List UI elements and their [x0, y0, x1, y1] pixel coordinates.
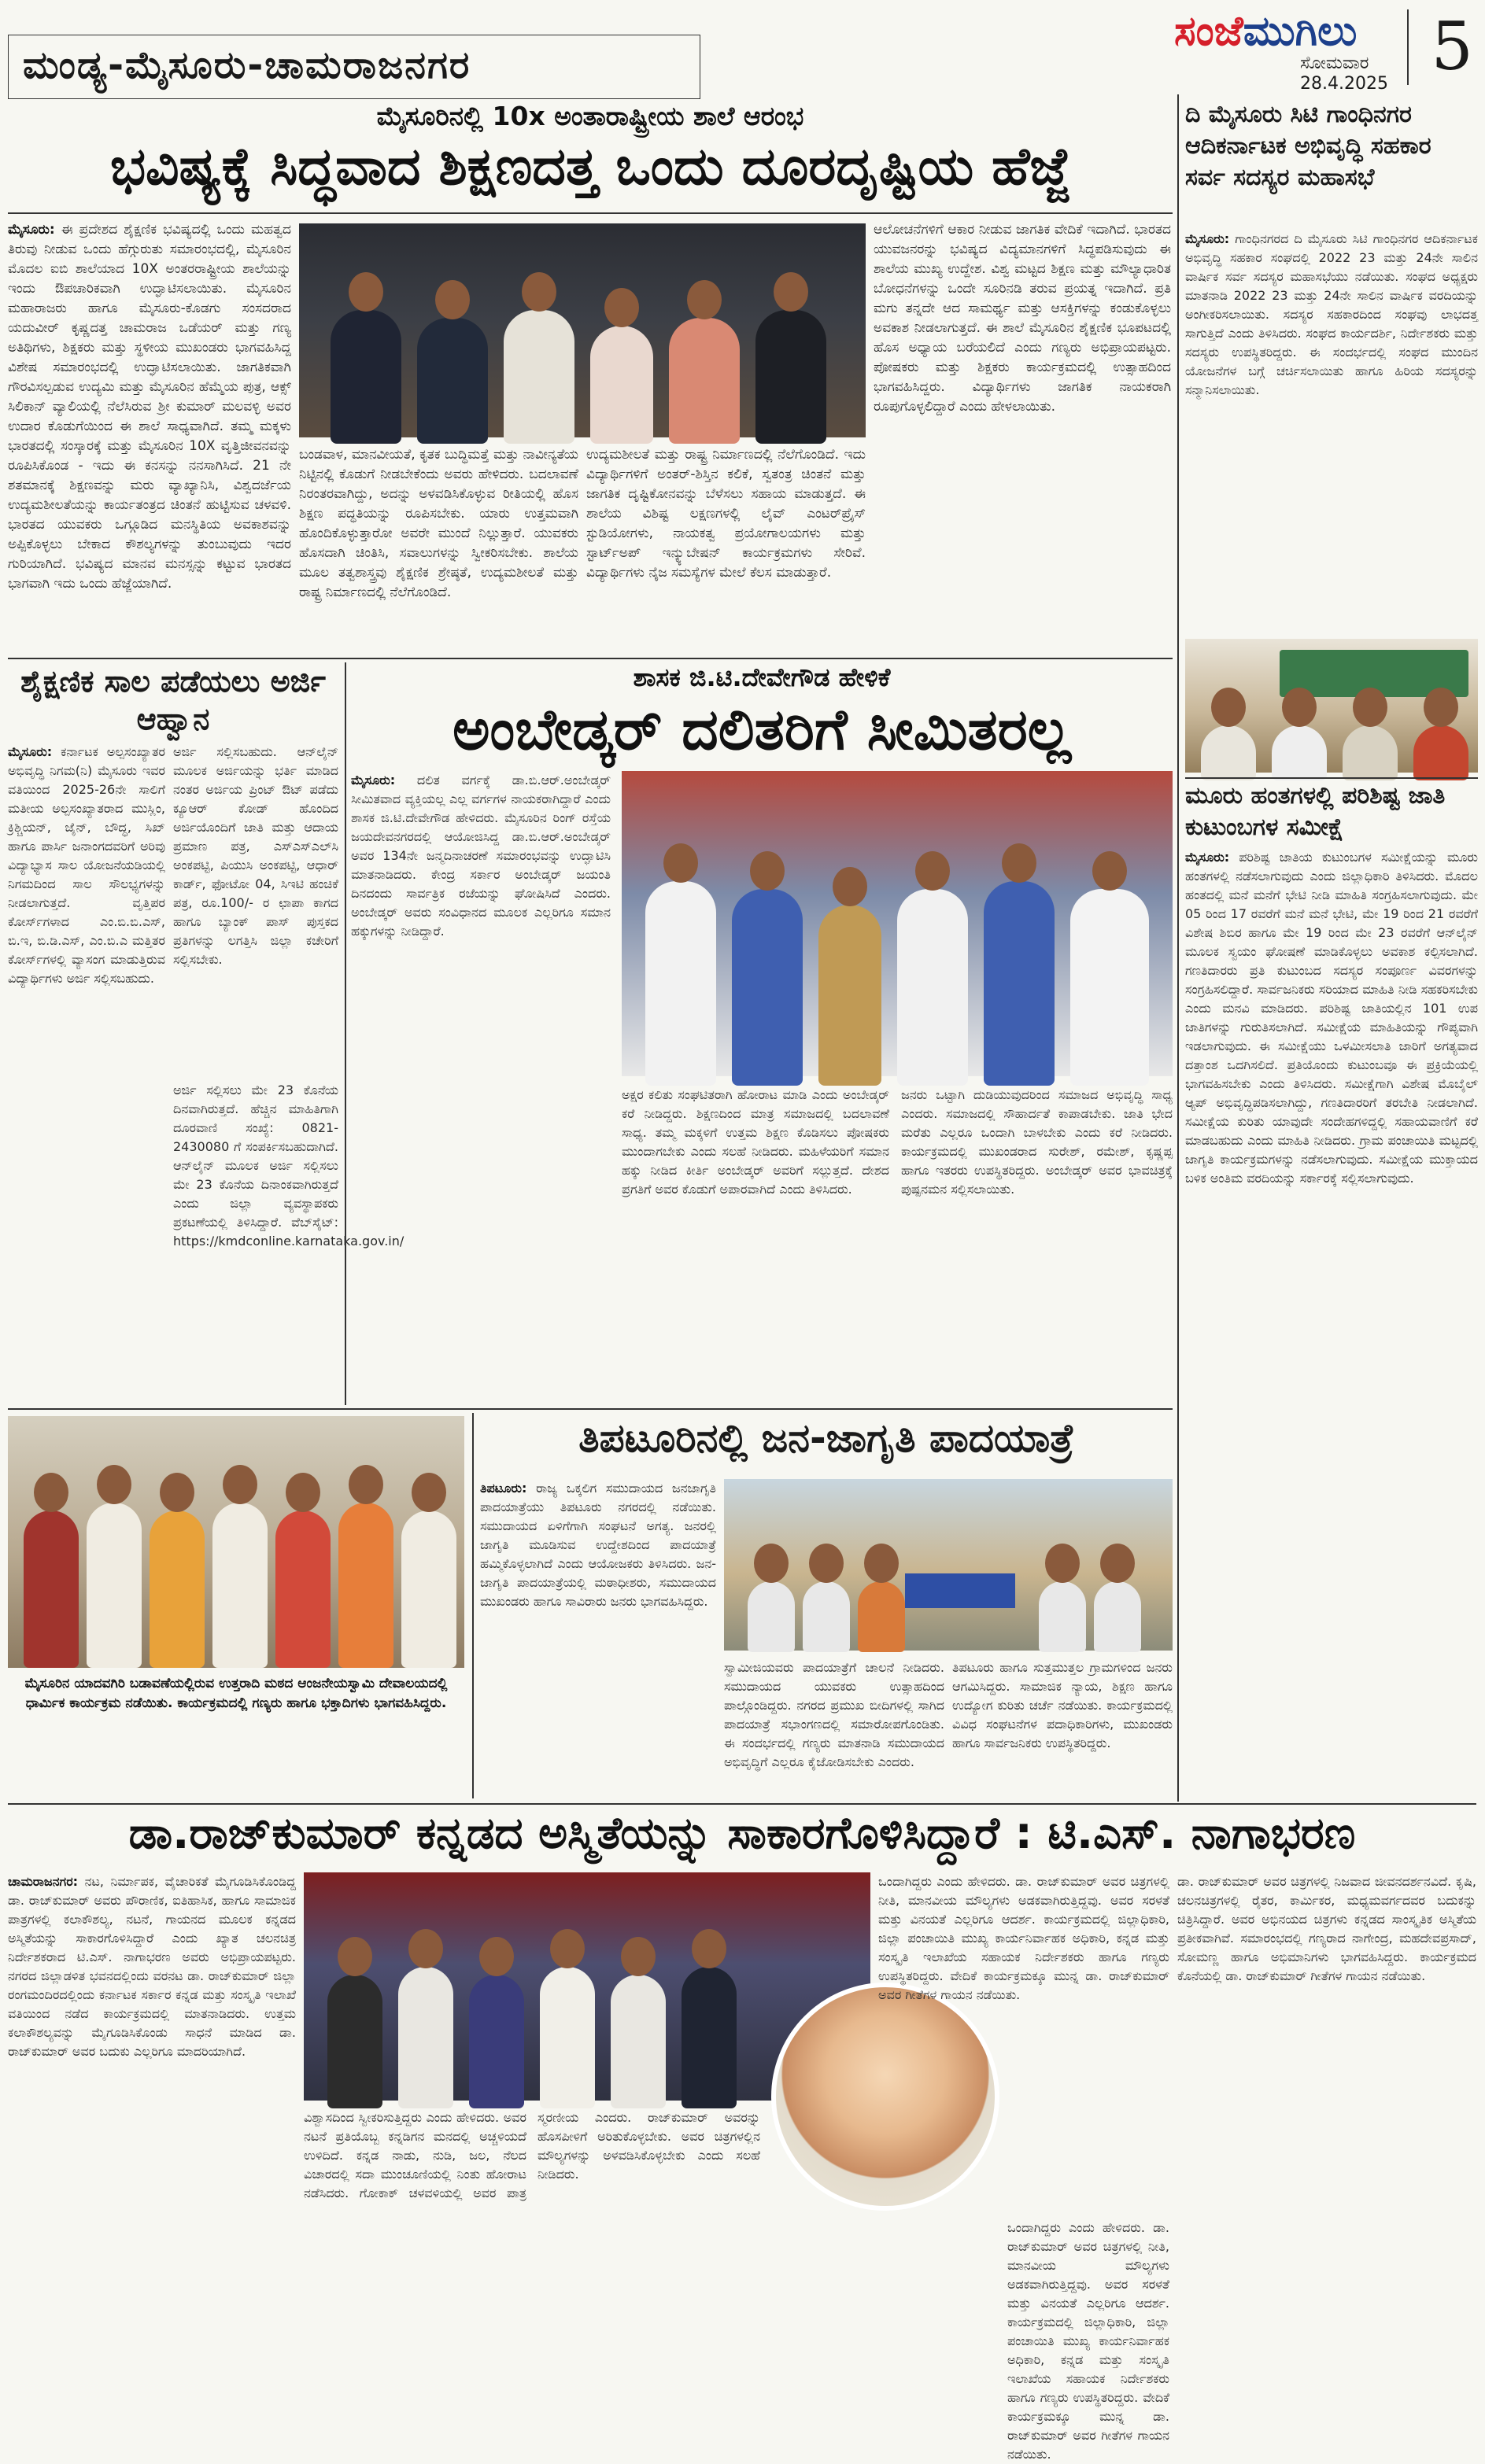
side-story1-headline: ದಿ ಮೈಸೂರು ಸಿಟಿ ಗಾಂಧಿನಗರ ಆದಿಕರ್ನಾಟಕ ಅಭಿವೃದ್ಧಿ ಸಹಕಾರ ಸರ್ವ ಸದಸ್ಯರ ಮಹಾಸಭೆ: [1185, 101, 1431, 191]
side-story2-headline: ಮೂರು ಹಂತಗಳಲ್ಲಿ ಪರಿಶಿಷ್ಟ ಜಾತಿ ಕುಟುಂಬಗಳ ಸಮೀಕ್ಷೆ: [1185, 782, 1446, 841]
photo-person: [87, 1503, 142, 1668]
photo-person: [24, 1510, 79, 1668]
brand-right: ಮುಗಿಲು: [1243, 8, 1358, 55]
loan-column-2: ಅರ್ಜಿ ಸಲ್ಲಿಸಬಹುದು. ಆನ್‌ಲೈನ್ ಮೂಲಕ ಅರ್ಜಿಯನ್ನು ಭರ್ತಿ ಮಾಡಿದ ನಂತರ ಅರ್ಜಿಯ ಪ್ರಿಂಟ್ ಔಟ್ ಪಡೆದು ಕ್ಯೂಆರ್ ಕೋಡ್ ಹೊಂದಿದ ಅರ್ಜಿಯೊಂದಿಗೆ ಜಾತಿ ಮತ್ತು ಆದಾಯ ಪ್ರಮಾಣ ಪತ್ರ, ಎಸ್ಎಸ್ಎಲ್‌ಸಿ ಅಂಕಪಟ್ಟಿ, ಪಿಯುಸಿ ಅಂಕಪಟ್ಟಿ, ಆಧಾರ್ ಕಾರ್ಡ್, ಫೋಟೋ 04, ಸಿಇಟಿ ಹಂಚಿಕೆ ಪತ್ರ, ರೂ.100/- ರ ಛಾಪಾ ಕಾಗದ ಹಾಗೂ ಬ್ಯಾಂಕ್ ಪಾಸ್ ಪುಸ್ತಕದ ಪ್ರತಿಗಳನ್ನು ಲಗತ್ತಿಸಿ ಜಿಲ್ಲಾ ಕಚೇರಿಗೆ ಸಲ್ಲಿಸಬೇಕು.: [173, 744, 338, 967]
photo-person: [755, 310, 826, 444]
side-story2-body: [1185, 848, 1478, 1328]
photo-person: [682, 1967, 737, 2108]
side-story1-text: ಗಾಂಧಿನಗರದ ದಿ ಮೈಸೂರು ಸಿಟಿ ಗಾಂಧಿನಗರ ಆದಿಕರ್ನಾಟಕ ಅಭಿವೃದ್ಧಿ ಸಹಕಾರ ಸಂಘದಲ್ಲಿ 2022 23 ಮತ್ತು 24ನೇ ಸಾಲಿನ ವಾರ್ಷಿಕ ಸರ್ವ ಸದಸ್ಯರ ಮಹಾಸಭೆಯು ನಡೆಯಿತು. ಸಂಘದ ಅಧ್ಯಕ್ಷರು ಮಾತನಾಡಿ 2022 23 ಮತ್ತು 24ನೇ ಸಾಲಿನ ವಾರ್ಷಿಕ ವರದಿಯನ್ನು ಅಂಗೀಕರಿಸಲಾಯಿತು. ಸದಸ್ಯರ ಸಹಕಾರದಿಂದ ಸಂಘವು ಲಾಭದತ್ತ ಸಾಗುತ್ತಿದೆ ಎಂದು ತಿಳಿಸಿದರು. ಸಂಘದ ಕಾರ್ಯದರ್ಶಿ, ನಿರ್ದೇಶಕರು ಮತ್ತು ಸದಸ್ಯರು ಉಪಸ್ಥಿತರಿದ್ದರು. ಈ ಸಂದರ್ಭದಲ್ಲಿ ಸಂಘದ ಮುಂದಿನ ಯೋಜನೆಗಳ ಬಗ್ಗೆ ಚರ್ಚಿಸಲಾಯಿತು ಹಾಗೂ ಹಿರಿಯ ಸದಸ್ಯರನ್ನು ಸನ್ಮಾನಿಸಲಾಯಿತು.: [1185, 231, 1478, 397]
tiptur-column-1: [480, 1479, 716, 1794]
bottom-rule: [8, 1803, 1476, 1805]
tiptur-column-2: ಸ್ವಾಮೀಜಿಯವರು ಪಾದಯಾತ್ರೆಗೆ ಚಾಲನೆ ನೀಡಿದರು. ಸಮುದಾಯದ ಯುವಕರು ಉತ್ಸಾಹದಿಂದ ಪಾಲ್ಗೊಂಡಿದ್ದರು. ನಗರದ ಪ್ರಮುಖ ಬೀದಿಗಳಲ್ಲಿ ಸಾಗಿದ ಪಾದಯಾತ್ರೆ ಸಭಾಂಗಣದಲ್ಲಿ ಸಮಾರೋಪಗೊಂಡಿತು. ಈ ಸಂದರ್ಭದಲ್ಲಿ ಗಣ್ಯರು ಮಾತನಾಡಿ ಸಮುದಾಯದ ಅಭಿವೃದ್ಧಿಗೆ ಎಲ್ಲರೂ ಕೈಜೋಡಿಸಬೇಕು ಎಂದರು.: [724, 1660, 944, 1769]
photo-person: [818, 905, 881, 1086]
right-column-divider: [1177, 94, 1179, 1337]
side-story1-dateline: ಮೈಸೂರು:: [1185, 231, 1230, 246]
ambedkar-photo: [622, 771, 1173, 1076]
ambedkar-column-3: ಜನರು ಒಟ್ಟಾಗಿ ದುಡಿಯುವುದರಿಂದ ಸಮಾಜದ ಅಭಿವೃದ್ಧಿ ಸಾಧ್ಯ ಎಂದರು. ಸಮಾಜದಲ್ಲಿ ಸೌಹಾರ್ದತೆ ಕಾಪಾಡಬೇಕು. ಜಾತಿ ಭೇದ ಮರೆತು ಎಲ್ಲರೂ ಒಂದಾಗಿ ಬಾಳಬೇಕು ಎಂದು ಕರೆ ನೀಡಿದರು. ಕಾರ್ಯಕ್ರಮದಲ್ಲಿ ಮುಖಂಡರಾದ ಸುರೇಶ್, ರಮೇಶ್, ಕೃಷ್ಣಪ್ಪ ಹಾಗೂ ಇತರರು ಉಪಸ್ಥಿತರಿದ್ದರು. ಅಂಬೇಡ್ಕರ್ ಅವರ ಭಾವಚಿತ್ರಕ್ಕೆ ಪುಷ್ಪನಮನ ಸಲ್ಲಿಸಲಾಯಿತು.: [901, 1087, 1173, 1197]
section-title: ಮಂಡ್ಯ-ಮೈಸೂರು-ಚಾಮರಾಜನಗರ: [8, 35, 700, 99]
raj-col1-text: ನಟ, ನಿರ್ಮಾಪಕ, ವೈಚಾರಿಕತೆ ಮೈಗೂಡಿಸಿಕೊಂಡಿದ್ದ ಡಾ. ರಾಜ್‌ಕುಮಾರ್ ಅವರು ಪೌರಾಣಿಕ, ಐತಿಹಾಸಿಕ, ಹಾಗೂ ಸಾಮಾಜಿಕ ಪಾತ್ರಗಳಲ್ಲಿ ಕಲಾಕೌಶಲ್ಯ, ನಟನೆ, ಗಾಯನದ ಮೂಲಕ ಕನ್ನಡದ ಅಸ್ಮಿತೆಯನ್ನು ಸಾಕಾರಗೊಳಿಸಿದ್ದಾರೆ ಎಂದು ಖ್ಯಾತ ಚಲನಚಿತ್ರ ನಿರ್ದೇಶಕರಾದ ಟಿ.ಎಸ್. ನಾಗಾಭರಣ ಅವರು ಅಭಿಪ್ರಾಯಪಟ್ಟರು. ನಗರದ ಜಿಲ್ಲಾಡಳಿತ ಭವನದಲ್ಲಿಂದು ವರನಟ ಡಾ. ರಾಜ್‌ಕುಮಾರ್ ಜಿಲ್ಲಾ ರಂಗಮಂದಿರದಲ್ಲಿಂದು ಕರ್ನಾಟಕ ಸರ್ಕಾರ ಕನ್ನಡ ಮತ್ತು ಸಂಸ್ಕೃತಿ ಇಲಾಖೆ ವತಿಯಿಂದ ನಡೆದ ಕಾರ್ಯಕ್ರಮದಲ್ಲಿ ಮಾತನಾಡಿದರು. ಉತ್ತಮ ಕಲಾಕೌಶಲ್ಯವನ್ನು ಮೈಗೂಡಿಸಿಕೊಂಡು ಸಾಧನೆ ಮಾಡಿದ ಡಾ. ರಾಜ್‌ಕುಮಾರ್ ಅವರ ಬದುಕು ಎಲ್ಲರಿಗೂ ಮಾದರಿಯಾಗಿದೆ.: [8, 1874, 296, 2059]
ambedkar-col1-text: ದಲಿತ ವರ್ಗಕ್ಕೆ ಡಾ.ಬಿ.ಆರ್.ಅಂಬೇಡ್ಕರ್ ಸೀಮಿತವಾದ ವ್ಯಕ್ತಿಯಲ್ಲ ಎಲ್ಲ ವರ್ಗಗಳ ನಾಯಕರಾಗಿದ್ದಾರೆ ಎಂದು ಶಾಸಕ ಜಿ.ಟಿ.ದೇವೇಗೌಡ ಹೇಳಿದರು. ಮೈಸೂರಿನ ರಿಂಗ್ ರಸ್ತೆಯ ಜಯದೇವನಗರದಲ್ಲಿ ಆಯೋಜಿಸಿದ್ದ ಡಾ.ಬಿ.ಆರ್.ಅಂಬೇಡ್ಕರ್ ಅವರ 134ನೇ ಜನ್ಮದಿನಾಚರಣೆ ಸಮಾರಂಭವನ್ನು ಉದ್ಘಾಟಿಸಿ ಮಾತನಾಡಿದರು. ಕೇಂದ್ರ ಸರ್ಕಾರ ಅಂಬೇಡ್ಕರ್ ಜಯಂತಿ ದಿನದಂದು ಸಾರ್ವತ್ರಿಕ ರಜೆಯನ್ನು ಘೋಷಿಸಿದೆ ಎಂದರು. ಅಂಬೇಡ್ಕರ್ ಅವರು ಸಂವಿಧಾನದ ಮೂಲಕ ಎಲ್ಲರಿಗೂ ಸಮಾನ ಹಕ್ಕುಗಳನ್ನು ನೀಡಿದ್ದಾರೆ.: [351, 773, 611, 939]
photo-person: [1070, 889, 1149, 1086]
photo-person: [331, 310, 401, 444]
photo-person: [212, 1503, 268, 1668]
right-column-divider-2: [1177, 1337, 1179, 1802]
photo-person: [504, 310, 574, 444]
photo-person: [469, 1975, 524, 2108]
photo-person: [417, 318, 488, 444]
raj-column-3: ಒಂದಾಗಿದ್ದರು ಎಂದು ಹೇಳಿದರು. ಡಾ. ರಾಜ್‌ಕುಮಾರ್ ಅವರ ಚಿತ್ರಗಳಲ್ಲಿ ನೀತಿ, ಮಾನವೀಯ ಮೌಲ್ಯಗಳು ಅಡಕವಾಗಿರುತ್ತಿದ್ದವು. ಅವರ ಸರಳತೆ ಮತ್ತು ವಿನಯತೆ ಎಲ್ಲರಿಗೂ ಆದರ್ಶ. ಕಾರ್ಯಕ್ರಮದಲ್ಲಿ ಜಿಲ್ಲಾಧಿಕಾರಿ, ಜಿಲ್ಲಾ ಪಂಚಾಯಿತಿ ಮುಖ್ಯ ಕಾರ್ಯನಿರ್ವಾಹಕ ಅಧಿಕಾರಿ, ಕನ್ನಡ ಮತ್ತು ಸಂಸ್ಕೃತಿ ಇಲಾಖೆಯ ಸಹಾಯಕ ನಿರ್ದೇಶಕರು ಹಾಗೂ ಗಣ್ಯರು ಉಪಸ್ಥಿತರಿದ್ದರು. ವೇದಿಕೆ ಕಾರ್ಯಕ್ರಮಕ್ಕೂ ಮುನ್ನ ಡಾ. ರಾಜ್‌ಕುಮಾರ್ ಅವರ ಗೀತೆಗಳ ಗಾಯನ ನಡೆಯಿತು.: [878, 1874, 1169, 2002]
raj-column-4: ಡಾ. ರಾಜ್‌ಕುಮಾರ್ ಅವರ ಚಿತ್ರಗಳಲ್ಲಿ ನಿಜವಾದ ಜೀವನದರ್ಶನವಿದೆ. ಕೃಷಿ, ಚಲನಚಿತ್ರಗಳಲ್ಲಿ ರೈತರ, ಕಾರ್ಮಿಕರ, ಮಧ್ಯಮವರ್ಗದವರ ಬದುಕನ್ನು ಚಿತ್ರಿಸಿದ್ದಾರೆ. ಅವರ ಅಭಿನಯದ ಚಿತ್ರಗಳು ಕನ್ನಡದ ಸಾಂಸ್ಕೃತಿಕ ಅಸ್ಮಿತೆಯ ಪ್ರತೀಕವಾಗಿವೆ. ಸಮಾರಂಭದಲ್ಲಿ ಗಣ್ಯರಾದ ನಾಗೇಂದ್ರ, ಮಹದೇವಪ್ರಸಾದ್, ಸೋಮಣ್ಣ ಹಾಗೂ ಅಭಿಮಾನಿಗಳು ಭಾಗವಹಿಸಿದ್ದರು. ಕಾರ್ಯಕ್ರಮದ ಕೊನೆಯಲ್ಲಿ ಡಾ. ರಾಜ್‌ಕುಮಾರ್ ಗೀತೆಗಳ ಗಾಯನ ನಡೆಯಿತು.: [1177, 1874, 1476, 1983]
story1-dateline: ಮೈಸೂರು:: [8, 222, 55, 238]
tiptur-dateline: ತಿಪಟೂರು:: [480, 1481, 527, 1496]
story1-column-2: ಬಂಡವಾಳ, ಮಾನವೀಯತೆ, ಕೃತಕ ಬುದ್ಧಿಮತ್ತೆ ಮತ್ತು ನಾವೀನ್ಯತೆಯ ನಿಟ್ಟಿನಲ್ಲಿ ಕೊಡುಗೆ ನೀಡಬೇಕೆಂದು ಅವರು ಹೇಳಿದರು. ಬದಲಾವಣೆ ನಿರಂತರವಾಗಿದ್ದು, ಅದನ್ನು ಅಳವಡಿಸಿಕೊಳ್ಳುವ ರೀತಿಯಲ್ಲಿ ಹೊಸ ಶಿಕ್ಷಣ ಪದ್ಧತಿಯನ್ನು ರೂಪಿಸಬೇಕು. ಯಾರು ಉತ್ತಮವಾಗಿ ಹೊಂದಿಕೊಳ್ಳುತ್ತಾರೋ ಅವರೇ ಮುಂದೆ ನಿಲ್ಲುತ್ತಾರೆ. ಯುವಕರು ಹೊಸದಾಗಿ ಚಿಂತಿಸಿ, ಸವಾಲುಗಳನ್ನು ಸ್ವೀಕರಿಸಬೇಕು. ಶಾಲೆಯ ಮೂಲ ತತ್ವಶಾಸ್ತ್ರವು ಶೈಕ್ಷಣಿಕ ಶ್ರೇಷ್ಠತೆ, ಉದ್ಯಮಶೀಲತೆ ಮತ್ತು ರಾಷ್ಟ್ರ ನಿರ್ಮಾಣದಲ್ಲಿ ನೆಲೆಗೊಂಡಿದೆ.: [299, 447, 578, 600]
issue-date: 28.4.2025: [1300, 74, 1388, 94]
loan-col1-text: ಕರ್ನಾಟಕ ಅಲ್ಪಸಂಖ್ಯಾತರ ಅಭಿವೃದ್ಧಿ ನಿಗಮ(ನಿ) ಮೈಸೂರು ಇವರ ವತಿಯಿಂದ 2025-26ನೇ ಸಾಲಿಗೆ ಮತೀಯ ಅಲ್ಪಸಂಖ್ಯಾತರಾದ ಮುಸ್ಲಿಂ, ಕ್ರಿಶ್ಚಿಯನ್, ಜೈನ್, ಬೌದ್ಧ, ಸಿಖ್ ಹಾಗೂ ಪಾರ್ಸಿ ಜನಾಂಗದವರಿಗೆ ಅರಿವು ವಿದ್ಯಾಭ್ಯಾಸ ಸಾಲ ಯೋಜನೆಯಡಿಯಲ್ಲಿ ನಿಗಮದಿಂದ ಸಾಲ ಸೌಲಭ್ಯಗಳನ್ನು ನೀಡಲಾಗುತ್ತದೆ. ವೃತ್ತಿಪರ ಕೋರ್ಸ್‌ಗಳಾದ ಎಂ.ಬಿ.ಬಿ.ಎಸ್, ಬಿ.ಇ, ಬಿ.ಡಿ.ಎಸ್, ಎಂ.ಬಿ.ಎ ಮತ್ತಿತರ ಕೋರ್ಸ್‌ಗಳಲ್ಲಿ ವ್ಯಾಸಂಗ ಮಾಡುತ್ತಿರುವ ವಿದ್ಯಾರ್ಥಿಗಳು ಅರ್ಜಿ ಸಲ್ಲಿಸಬಹುದು.: [8, 744, 165, 986]
page-number: 5: [1431, 8, 1473, 85]
tiptur-col1-text: ರಾಜ್ಯ ಒಕ್ಕಲಿಗ ಸಮುದಾಯದ ಜನಜಾಗೃತಿ ಪಾದಯಾತ್ರೆಯು ತಿಪಟೂರು ನಗರದಲ್ಲಿ ನಡೆಯಿತು. ಸಮುದಾಯದ ಏಳಿಗೆಗಾಗಿ ಸಂಘಟನೆ ಅಗತ್ಯ. ಜನರಲ್ಲಿ ಜಾಗೃತಿ ಮೂಡಿಸುವ ಉದ್ದೇಶದಿಂದ ಪಾದಯಾತ್ರೆ ಹಮ್ಮಿಕೊಳ್ಳಲಾಗಿದೆ ಎಂದು ಆಯೋಜಕರು ತಿಳಿಸಿದರು. ಜನ-ಜಾಗೃತಿ ಪಾದಯಾತ್ರೆಯಲ್ಲಿ ಮಠಾಧೀಶರು, ಸಮುದಾಯದ ಮುಖಂಡರು ಹಾಗೂ ಸಾವಿರಾರು ಜನರು ಭಾಗವಹಿಸಿದ್ದರು.: [480, 1481, 716, 1609]
photo-person: [327, 1975, 382, 2108]
side-rule: [1185, 777, 1478, 779]
story1-headline: ಭವಿಷ್ಯಕ್ಕೆ ಸಿದ್ಧವಾದ ಶಿಕ್ಷಣದತ್ತ ಒಂದು ದೂರದೃಷ್ಟಿಯ ಹೆಜ್ಜೆ: [109, 136, 1071, 197]
tiptur-photo: [724, 1479, 1173, 1651]
loan-headline: ಶೈಕ್ಷಣಿಕ ಸಾಲ ಪಡೆಯಲು ಅರ್ಜಿ ಆಹ್ವಾನ: [20, 664, 326, 736]
loan-dateline: ಮೈಸೂರು:: [8, 744, 53, 759]
raj-column-3b: ಒಂದಾಗಿದ್ದರು ಎಂದು ಹೇಳಿದರು. ಡಾ. ರಾಜ್‌ಕುಮಾರ್ ಅವರ ಚಿತ್ರಗಳಲ್ಲಿ ನೀತಿ, ಮಾನವೀಯ ಮೌಲ್ಯಗಳು ಅಡಕವಾಗಿರುತ್ತಿದ್ದವು. ಅವರ ಸರಳತೆ ಮತ್ತು ವಿನಯತೆ ಎಲ್ಲರಿಗೂ ಆದರ್ಶ. ಕಾರ್ಯಕ್ರಮದಲ್ಲಿ ಜಿಲ್ಲಾಧಿಕಾರಿ, ಜಿಲ್ಲಾ ಪಂಚಾಯಿತಿ ಮುಖ್ಯ ಕಾರ್ಯನಿರ್ವಾಹಕ ಅಧಿಕಾರಿ, ಕನ್ನಡ ಮತ್ತು ಸಂಸ್ಕೃತಿ ಇಲಾಖೆಯ ಸಹಾಯಕ ನಿರ್ದೇಶಕರು ಹಾಗೂ ಗಣ್ಯರು ಉಪಸ್ಥಿತರಿದ್ದರು. ವೇದಿಕೆ ಕಾರ್ಯಕ್ರಮಕ್ಕೂ ಮುನ್ನ ಡಾ. ರಾಜ್‌ಕುಮಾರ್ ಅವರ ಗೀತೆಗಳ ಗಾಯನ ನಡೆಯಿತು.: [1007, 2220, 1169, 2462]
loan-column-1: [8, 743, 165, 1404]
loan-divider: [345, 662, 346, 1405]
raj-column-1: [8, 1872, 296, 2337]
story1-rule: [8, 212, 1173, 214]
masthead: [1174, 8, 1473, 94]
raj-headline: ಡಾ.ರಾಜ್‌ಕುಮಾರ್ ಕನ್ನಡದ ಅಸ್ಮಿತೆಯನ್ನು ಸಾಕಾರಗೊಳಿಸಿದ್ದಾರೆ : ಟಿ.ಎಸ್. ನಾಗಾಭರಣ: [128, 1808, 1356, 1859]
photo-person: [984, 881, 1055, 1086]
masthead-divider: [1407, 9, 1409, 85]
story1-column-1: [8, 220, 291, 651]
photo-person: [1039, 1581, 1086, 1652]
photo-person: [748, 1581, 795, 1652]
raj-dateline: ಚಾಮರಾಜನಗರ:: [8, 1874, 79, 1889]
side-story1-body: [1185, 230, 1478, 631]
photo-person: [401, 1510, 456, 1668]
temple-caption: ಮೈಸೂರಿನ ಯಾದವಗಿರಿ ಬಡಾವಣೆಯಲ್ಲಿರುವ ಉತ್ತರಾದಿ ಮಠದ ಆಂಜನೇಯಸ್ವಾಮಿ ದೇವಾಲಯದಲ್ಲಿ ಧಾರ್ಮಿಕ ಕಾರ್ಯಕ್ರಮ ನಡೆಯಿತು. ಕಾರ್ಯಕ್ರಮದಲ್ಲಿ ಗಣ್ಯರು ಹಾಗೂ ಭಕ್ತಾದಿಗಳು ಭಾಗವಹಿಸಿದ್ದರು.: [24, 1676, 448, 1711]
photo-person: [611, 1975, 666, 2108]
lower-rule: [8, 1408, 1173, 1410]
photo-person: [732, 889, 803, 1086]
brand-left: ಸಂಜೆ: [1174, 8, 1243, 55]
photo-person: [590, 326, 653, 444]
story1-photo: [299, 223, 866, 437]
mid-rule: [8, 658, 1173, 659]
story1-column-3: ಉದ್ಯಮಶೀಲತೆ ಮತ್ತು ರಾಷ್ಟ್ರ ನಿರ್ಮಾಣದಲ್ಲಿ ನೆಲೆಗೊಂಡಿದೆ. ಇದು ವಿದ್ಯಾರ್ಥಿಗಳಿಗೆ ಅಂತರ್-ಶಿಸ್ತಿನ ಕಲಿಕೆ, ಸ್ವತಂತ್ರ ಚಿಂತನೆ ಮತ್ತು ಜಾಗತಿಕ ದೃಷ್ಟಿಕೋನವನ್ನು ಬೆಳೆಸಲು ಸಹಾಯ ಮಾಡುತ್ತದೆ. ಈ ಶಾಲೆಯ ವಿಶಿಷ್ಟ ಲಕ್ಷಣಗಳಲ್ಲಿ ಲೈವ್ ಎಂಟರ್‌ಪ್ರೈಸ್‌ ಸ್ಟುಡಿಯೋಗಳು, ನಾಯಕತ್ವ ಪ್ರಯೋಗಾಲಯಗಳು ಮತ್ತು ಸ್ಟಾರ್ಟ್‌ಅಪ್‌ ಇನ್ಕ್ಯುಬೇಷನ್‌ ಕಾರ್ಯಕ್ರಮಗಳು ಸೇರಿವೆ. ವಿದ್ಯಾರ್ಥಿಗಳು ನೈಜ ಸಮಸ್ಯೆಗಳ ಮೇಲೆ ಕೆಲಸ ಮಾಡುತ್ತಾರೆ.: [586, 447, 866, 581]
photo-person: [1343, 725, 1398, 780]
story1-col1-text: ಈ ಪ್ರದೇಶದ ಶೈಕ್ಷಣಿಕ ಭವಿಷ್ಯದಲ್ಲಿ ಒಂದು ಮಹತ್ವದ ತಿರುವು ನೀಡುವ ಒಂದು ಹೆಗ್ಗುರುತು ಸಮಾರಂಭದಲ್ಲಿ, ಮೈಸೂರಿನ ಮೊದಲ ಐಬಿ ಶಾಲೆಯಾದ 10X ಅಂತರರಾಷ್ಟ್ರೀಯ ಶಾಲೆಯನ್ನು ಇಂದು ಔಪಚಾರಿಕವಾಗಿ ಉದ್ಘಾಟಿಸಲಾಯಿತು. ಮೈಸೂರಿನ ಮಹಾರಾಜರು ಹಾಗೂ ಮೈಸೂರು-ಕೊಡಗು ಸಂಸದರಾದ ಯದುವೀರ್ ಕೃಷ್ಣದತ್ತ ಚಾಮರಾಜ ಒಡೆಯರ್ ಮತ್ತು ಗಣ್ಯ ಅತಿಥಿಗಳು, ಶಿಕ್ಷಕರು ಮತ್ತು ಸ್ಥಳೀಯ ಮುಖಂಡರು ಭಾಗವಹಿಸಿದ್ದ ವಿಶೇಷ ಸಮಾರಂಭದಲ್ಲಿ ಉದ್ಘಾಟಿಸಲಾಯಿತು. ಜಾಗತಿಕವಾಗಿ ಗೌರವಿಸಲ್ಪಡುವ ಉದ್ಯಮಿ ಮತ್ತು ಮೈಸೂರಿನ ಹೆಮ್ಮೆಯ ಪುತ್ರ, ಆಕ್ಸ್ ಸಿಲಿಕಾನ್ ವ್ಯಾಲಿಯಲ್ಲಿ ನೆಲೆಸಿರುವ ಶ್ರೀ ಕುಮಾರ್ ಮಲವಳ್ಳಿ ಅವರ ಉದಾರ ಕೊಡುಗೆಯಿಂದ ಈ ಶಾಲೆ ಸಾಧ್ಯವಾಗಿದೆ. ತಮ್ಮ ಮಕ್ಕಳು ಭಾರತದಲ್ಲಿ ಸಂಸ್ಕಾರಕ್ಕೆ ಮತ್ತು ಮೈಸೂರಿನ 10X ವೃತ್ತಿಜೀವನವನ್ನು ರೂಪಿಸಿಕೊಂಡ - ಇದು ಈ ಕನಸನ್ನು ನನಸಾಗಿಸಿದೆ. 21 ನೇ ಶತಮಾನಕ್ಕೆ ಶಿಕ್ಷಣವನ್ನು ಮರು ವ್ಯಾಖ್ಯಾನಿಸಿ, ವಿಶ್ವದರ್ಜೆಯ ಉದ್ಯಮಶೀಲತೆಯನ್ನು ಕಾರ್ಯತಂತ್ರದ ಚಿಂತನೆ ಹುಟ್ಟಿಸುವ ಚಳವಳಿ. ಭಾರತದ ಯುವಕರು ಒಗ್ಗೂಡಿದ ಮನಸ್ಥಿತಿಯ ಅವಕಾಶವನ್ನು ಅಪ್ಪಿಕೊಳ್ಳಲು ಬೇಕಾದ ಕೌಶಲ್ಯಗಳನ್ನು ತುಂಬುವುದು ಇದರ ಗುರಿಯಾಗಿದೆ. ಭವಿಷ್ಯದ ಮಾನವ ಮನಸ್ಸನ್ನು ಕಟ್ಟುವ ಭಾರತದ ಭಾಗವಾಗಿ ಇದು ಒಂದು ಹೆಜ್ಜೆಯಾಗಿದೆ.: [8, 222, 292, 592]
photo-person: [398, 1967, 453, 2108]
side-story1-photo: [1185, 639, 1478, 773]
side-story2-dateline: ಮೈಸೂರು:: [1185, 850, 1230, 865]
photo-person: [540, 1967, 595, 2108]
story1-kicker: ಮೈಸೂರಿನಲ್ಲಿ 10x ಅಂತಾರಾಷ್ಟ್ರೀಯ ಶಾಲೆ ಆರಂಭ: [376, 101, 804, 131]
ambedkar-column-1: [351, 771, 611, 1404]
tiptur-column-3: ತಿಪಟೂರು ಹಾಗೂ ಸುತ್ತಮುತ್ತಲ ಗ್ರಾಮಗಳಿಂದ ಜನರು ಆಗಮಿಸಿದ್ದರು. ಸಾಮಾಜಿಕ ನ್ಯಾಯ, ಶಿಕ್ಷಣ ಹಾಗೂ ಉದ್ಯೋಗ ಕುರಿತು ಚರ್ಚೆ ನಡೆಯಿತು. ಕಾರ್ಯಕ್ರಮದಲ್ಲಿ ವಿವಿಧ ಸಂಘಟನೆಗಳ ಪದಾಧಿಕಾರಿಗಳು, ಮುಖಂಡರು ಹಾಗೂ ಸಾರ್ವಜನಿಕರು ಉಪಸ್ಥಿತರಿದ್ದರು.: [952, 1660, 1173, 1750]
photo-person: [1094, 1581, 1141, 1652]
temple-photo: [8, 1416, 464, 1668]
raj-column-2: ವಿಶ್ವಾಸದಿಂದ ಸ್ವೀಕರಿಸುತ್ತಿದ್ದರು ಎಂದು ಹೇಳಿದರು. ಅವರ ನಟನೆ ಪ್ರತಿಯೊಬ್ಬ ಕನ್ನಡಿಗನ ಮನದಲ್ಲಿ ಅಚ್ಚಳಿಯದೆ ಉಳಿದಿದೆ. ಕನ್ನಡ ನಾಡು, ನುಡಿ, ಜಲ, ನೆಲದ ವಿಚಾರದಲ್ಲಿ ಸದಾ ಮುಂಚೂಣಿಯಲ್ಲಿ ನಿಂತು ಹೋರಾಟ ನಡೆಸಿದರು. ಗೋಕಾಕ್ ಚಳವಳಿಯಲ್ಲಿ ಅವರ ಪಾತ್ರ ಸ್ಮರಣೀಯ ಎಂದರು. ರಾಜ್‌ಕುಮಾರ್ ಅವರನ್ನು ಹೊಸಪೀಳಿಗೆ ಅರಿತುಕೊಳ್ಳಬೇಕು. ಅವರ ಚಿತ್ರಗಳಲ್ಲಿನ ಮೌಲ್ಯಗಳನ್ನು ಅಳವಡಿಸಿಕೊಳ್ಳಬೇಕು ಎಂದು ಸಲಹೆ ನೀಡಿದರು.: [304, 2110, 760, 2200]
photo-person: [338, 1503, 393, 1668]
brand-logo: [1174, 8, 1357, 56]
side-story2-text: ಪರಿಶಿಷ್ಟ ಜಾತಿಯ ಕುಟುಂಬಗಳ ಸಮೀಕ್ಷೆಯನ್ನು ಮೂರು ಹಂತಗಳಲ್ಲಿ ನಡೆಸಲಾಗುವುದು ಎಂದು ಜಿಲ್ಲಾಧಿಕಾರಿ ತಿಳಿಸಿದರು. ಮೊದಲ ಹಂತದಲ್ಲಿ ಮನೆ ಮನೆಗೆ ಭೇಟಿ ನೀಡಿ ಮಾಹಿತಿ ಸಂಗ್ರಹಿಸಲಾಗುವುದು. ಮೇ 05 ರಿಂದ 17 ರವರೆಗೆ ಮನೆ ಮನೆ ಭೇಟಿ, ಮೇ 19 ರಿಂದ 21 ರವರೆಗೆ ವಿಶೇಷ ಶಿಬಿರ ಹಾಗೂ ಮೇ 19 ರಿಂದ ಮೇ 23 ರವರೆಗೆ ಆನ್‌ಲೈನ್ ಮೂಲಕ ಸ್ವಯಂ ಘೋಷಣೆ ಮಾಡಿಕೊಳ್ಳಲು ಅವಕಾಶ ಕಲ್ಪಿಸಲಾಗಿದೆ. ಗಣತಿದಾರರು ಪ್ರತಿ ಕುಟುಂಬದ ಸದಸ್ಯರ ಸಂಪೂರ್ಣ ವಿವರಗಳನ್ನು ಸಂಗ್ರಹಿಸಲಿದ್ದಾರೆ. ಸಾರ್ವಜನಿಕರು ಸರಿಯಾದ ಮಾಹಿತಿ ನೀಡಿ ಸಹಕರಿಸಬೇಕು ಎಂದು ಮನವಿ ಮಾಡಿದರು. ಪರಿಶಿಷ್ಟ ಜಾತಿಯಲ್ಲಿನ 101 ಉಪ ಜಾತಿಗಳನ್ನು ಗುರುತಿಸಲಾಗಿದೆ. ಸಮೀಕ್ಷೆಯ ಮಾಹಿತಿಯನ್ನು ಗೌಪ್ಯವಾಗಿ ಇಡಲಾಗುವುದು. ಈ ಸಮೀಕ್ಷೆಯು ಒಳಮೀಸಲಾತಿ ಜಾರಿಗೆ ಅಗತ್ಯವಾದ ದತ್ತಾಂಶ ಒದಗಿಸಲಿದೆ. ಪ್ರತಿಯೊಂದು ಕುಟುಂಬವೂ ಈ ಪ್ರಕ್ರಿಯೆಯಲ್ಲಿ ಭಾಗವಹಿಸಬೇಕು ಎಂದು ತಿಳಿಸಿದರು. ಸಮೀಕ್ಷೆಗಾಗಿ ವಿಶೇಷ ಮೊಬೈಲ್ ಆ್ಯಪ್ ಅಭಿವೃದ್ಧಿಪಡಿಸಲಾಗಿದ್ದು, ಗಣತಿದಾರರಿಗೆ ತರಬೇತಿ ನೀಡಲಾಗಿದೆ. ಸಮೀಕ್ಷೆಯ ಕುರಿತು ಯಾವುದೇ ಸಂದೇಹಗಳಿದ್ದಲ್ಲಿ ಸಹಾಯವಾಣಿಗೆ ಕರೆ ಮಾಡಬಹುದು ಎಂದು ಮಾಹಿತಿ ನೀಡಿದರು. ಗ್ರಾಮ ಪಂಚಾಯಿತಿ ಮಟ್ಟದಲ್ಲಿ ಜಾಗೃತಿ ಕಾರ್ಯಕ್ರಮಗಳನ್ನು ನಡೆಸಲಾಗುವುದು. ಸಮೀಕ್ಷೆಯ ಮುಕ್ತಾಯದ ಬಳಿಕ ಅಂತಿಮ ವರದಿಯನ್ನು ಸರ್ಕಾರಕ್ಕೆ ಸಲ್ಲಿಸಲಾಗುವುದು.: [1185, 850, 1478, 1186]
photo-person: [275, 1510, 331, 1668]
photo-divider: [472, 1413, 474, 1798]
issue-day: ಸೋಮವಾರ: [1300, 53, 1369, 73]
photo-person: [897, 889, 968, 1086]
loan-column-3: ಅರ್ಜಿ ಸಲ್ಲಿಸಲು ಮೇ 23 ಕೊನೆಯ ದಿನವಾಗಿರುತ್ತದೆ. ಹೆಚ್ಚಿನ ಮಾಹಿತಿಗಾಗಿ ದೂರವಾಣಿ ಸಂಖ್ಯೆ: 0821-2430080 ಗೆ ಸಂಪರ್ಕಿಸಬಹುದಾಗಿದೆ. ಆನ್‌ಲೈನ್ ಮೂಲಕ ಅರ್ಜಿ ಸಲ್ಲಿಸಲು ಮೇ 23 ಕೊನೆಯ ದಿನಾಂಕವಾಗಿರುತ್ತದೆ ಎಂದು ಜಿಲ್ಲಾ ವ್ಯವಸ್ಥಾಪಕರು ಪ್ರಕಟಣೆಯಲ್ಲಿ ತಿಳಿಸಿದ್ದಾರೆ. ವೆಬ್‌ಸೈಟ್: https://kmdconline.karnataka.gov.in/: [173, 1083, 404, 1249]
photo-person: [803, 1581, 850, 1652]
photo-banner: [905, 1573, 1015, 1608]
ambedkar-column-2: ಅಕ್ಷರ ಕಲಿತು ಸಂಘಟಿತರಾಗಿ ಹೋರಾಟ ಮಾಡಿ ಎಂದು ಅಂಬೇಡ್ಕರ್ ಕರೆ ನೀಡಿದ್ದರು. ಶಿಕ್ಷಣದಿಂದ ಮಾತ್ರ ಸಮಾಜದಲ್ಲಿ ಬದಲಾವಣೆ ಸಾಧ್ಯ. ತಮ್ಮ ಮಕ್ಕಳಿಗೆ ಉತ್ತಮ ಶಿಕ್ಷಣ ಕೊಡಿಸಲು ಪೋಷಕರು ಮುಂದಾಗಬೇಕು ಎಂದು ಸಲಹೆ ನೀಡಿದರು. ಮಹಿಳೆಯರಿಗೆ ಸಮಾನ ಹಕ್ಕು ನೀಡಿದ ಕೀರ್ತಿ ಅಂಬೇಡ್ಕರ್ ಅವರಿಗೆ ಸಲ್ಲುತ್ತದೆ. ದೇಶದ ಪ್ರಗತಿಗೆ ಅವರ ಕೊಡುಗೆ ಅಪಾರವಾಗಿದೆ ಎಂದು ತಿಳಿಸಿದರು.: [622, 1087, 889, 1197]
tiptur-headline: ತಿಪಟೂರಿನಲ್ಲಿ ಜನ-ಜಾಗೃತಿ ಪಾದಯಾತ್ರೆ: [578, 1415, 1074, 1461]
photo-person: [858, 1581, 905, 1652]
photo-person: [1201, 725, 1256, 780]
ambedkar-kicker: ಶಾಸಕ ಜಿ.ಟಿ.ದೇವೇಗೌಡ ಹೇಳಿಕೆ: [633, 662, 891, 692]
photo-person: [645, 881, 716, 1086]
photo-person: [150, 1510, 205, 1668]
photo-person: [1413, 725, 1468, 780]
story1-column-4: ಆಲೋಚನೆಗಳಿಗೆ ಆಕಾರ ನೀಡುವ ಜಾಗತಿಕ ವೇದಿಕೆ ಇದಾಗಿದೆ. ಭಾರತದ ಯುವಜನರನ್ನು ಭವಿಷ್ಯದ ವಿದ್ಯಮಾನಗಳಿಗೆ ಸಿದ್ಧಪಡಿಸುವುದು ಈ ಶಾಲೆಯ ಮುಖ್ಯ ಉದ್ದೇಶ. ವಿಶ್ವ ಮಟ್ಟದ ಶಿಕ್ಷಣ ಮತ್ತು ಮೌಲ್ಯಾಧಾರಿತ ಬೋಧನೆಗಳನ್ನು ಒಂದೇ ಸೂರಿನಡಿ ತರುವ ಪ್ರಯತ್ನ ಇದಾಗಿದೆ. ಪ್ರತಿ ಮಗು ತನ್ನದೇ ಆದ ಸಾಮರ್ಥ್ಯ ಮತ್ತು ಆಸಕ್ತಿಗಳನ್ನು ಕಂಡುಕೊಳ್ಳಲು ಅವಕಾಶ ನೀಡಲಾಗುತ್ತದೆ. ಈ ಶಾಲೆ ಮೈಸೂರಿನ ಶೈಕ್ಷಣಿಕ ಭೂಪಟದಲ್ಲಿ ಹೊಸ ಅಧ್ಯಾಯ ಬರೆಯಲಿದೆ ಎಂದು ಗಣ್ಯರು ಅಭಿಪ್ರಾಯಪಟ್ಟರು. ಪೋಷಕರು ಮತ್ತು ಶಿಕ್ಷಕರು ಕಾರ್ಯಕ್ರಮದಲ್ಲಿ ಉತ್ಸಾಹದಿಂದ ಭಾಗವಹಿಸಿದ್ದರು. ವಿದ್ಯಾರ್ಥಿಗಳು ಜಾಗತಿಕ ನಾಯಕರಾಗಿ ರೂಪುಗೊಳ್ಳಲಿದ್ದಾರೆ ಎಂದು ಹೇಳಲಾಯಿತು.: [874, 222, 1171, 415]
ambedkar-dateline: ಮೈಸೂರು:: [351, 773, 396, 788]
photo-person: [669, 318, 740, 444]
ambedkar-headline: ಅಂಬೇಡ್ಕರ್ ದಲಿತರಿಗೆ ಸೀಮಿತರಲ್ಲ: [452, 696, 1072, 762]
photo-person: [1272, 725, 1327, 780]
rajkumar-portrait: [771, 1983, 999, 2211]
